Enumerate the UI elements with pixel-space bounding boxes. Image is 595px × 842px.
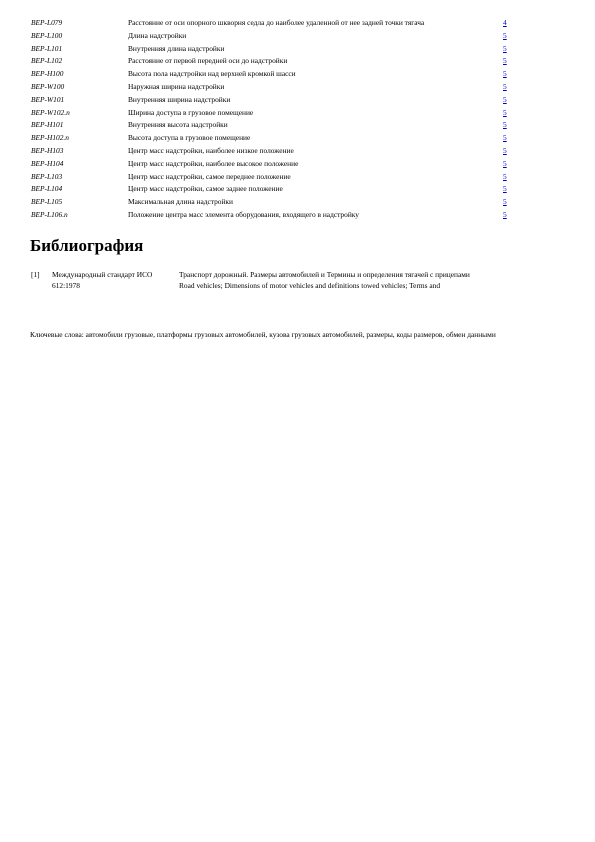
index-row xyxy=(31,55,521,68)
index-code: BEP-L100 xyxy=(31,30,63,40)
index-code: BEP-H101 xyxy=(31,120,64,130)
index-description: Внутренняя высота надстройки xyxy=(128,120,228,130)
index-description: Расстояние от первой передней оси до надстройки xyxy=(128,56,288,66)
dimension-code-index xyxy=(31,17,521,222)
index-description: Ширина доступа в грузовое помещение xyxy=(128,107,254,117)
index-page-link[interactable]: 5 xyxy=(503,30,507,40)
index-code: BEP-L103 xyxy=(31,171,63,181)
index-page-link[interactable]: 5 xyxy=(503,69,507,79)
index-row xyxy=(31,81,521,94)
index-row xyxy=(31,196,521,209)
index-row xyxy=(31,68,521,81)
index-page-link[interactable]: 5 xyxy=(503,158,507,168)
index-page-link[interactable]: 5 xyxy=(503,107,507,117)
index-code: BEP-H100 xyxy=(31,69,64,79)
index-row xyxy=(31,158,521,171)
index-page-link[interactable]: 5 xyxy=(503,120,507,130)
index-code: BEP-W102.n xyxy=(31,107,70,117)
index-page-link[interactable]: 5 xyxy=(503,184,507,194)
index-page-link[interactable]: 5 xyxy=(503,94,507,104)
bibliography-number: [1] xyxy=(31,270,40,279)
index-row xyxy=(31,209,521,222)
bibliography-title-russian: Транспорт дорожный. Размеры автомобилей и Термины и определения тягачей с прицепами xyxy=(179,270,470,279)
keywords-text: Ключевые слова: автомобили грузовые, платформы грузовых автомобилей, кузова грузовых автомобилей, размеры, коды размеров, обмен данными xyxy=(30,330,496,339)
index-page-link[interactable]: 5 xyxy=(503,197,507,207)
index-description: Центр масс надстройки, наиболее высокое положение xyxy=(128,158,299,168)
index-code: BEP-L079 xyxy=(31,18,63,27)
index-description: Максимальная длина надстройки xyxy=(128,197,233,207)
index-page-link[interactable]: 5 xyxy=(503,171,507,181)
index-code: BEP-L106.n xyxy=(31,209,68,219)
index-description: Центр масс надстройки, самое переднее положение xyxy=(128,171,291,181)
index-row xyxy=(31,183,521,196)
index-page-link[interactable]: 5 xyxy=(503,209,507,219)
index-page-link[interactable]: 5 xyxy=(503,145,507,155)
index-description: Центр масс надстройки, самое заднее положение xyxy=(128,184,283,194)
index-row xyxy=(31,107,521,120)
index-page-link[interactable]: 5 xyxy=(503,81,507,91)
index-code: BEP-W100 xyxy=(31,81,65,91)
index-description: Длина надстройки xyxy=(128,30,187,40)
index-description: Наружная ширина надстройки xyxy=(128,81,225,91)
bibliography-standard: Международный стандарт ИСО 612:1978 xyxy=(52,270,153,290)
index-code: BEP-H104 xyxy=(31,158,64,168)
index-row xyxy=(31,119,521,132)
index-description: Расстояние от оси опорного шкворня седла до наиболее удаленной от нее задней точки тягача xyxy=(128,18,425,27)
index-code: BEP-H102.n xyxy=(31,133,69,143)
bibliography-title-english: Road vehicles; Dimensions of motor vehicles and definitions towed vehicles; Terms and xyxy=(179,281,441,290)
index-code: BEP-L101 xyxy=(31,43,63,53)
index-description: Внутренняя длина надстройки xyxy=(128,43,225,53)
keywords-block xyxy=(30,329,555,340)
index-row xyxy=(31,132,521,145)
index-row xyxy=(31,30,521,43)
index-row xyxy=(31,145,521,158)
index-code: BEP-H103 xyxy=(31,145,64,155)
index-code: BEP-L104 xyxy=(31,184,63,194)
index-row xyxy=(31,94,521,107)
index-code: BEP-L105 xyxy=(31,197,63,207)
index-page-link[interactable]: 5 xyxy=(503,56,507,66)
index-description: Высота пола надстройки над верхней кромкой шасси xyxy=(128,69,296,79)
index-row xyxy=(31,17,521,30)
index-code: BEP-L102 xyxy=(31,56,63,66)
index-code: BEP-W101 xyxy=(31,94,65,104)
bibliography-entry xyxy=(31,269,551,293)
bibliography-heading: Библиография xyxy=(30,236,144,255)
index-row xyxy=(31,171,521,184)
index-page-link[interactable]: 5 xyxy=(503,133,507,143)
index-page-link[interactable]: 4 xyxy=(503,18,507,27)
index-description: Центр масс надстройки, наиболее низкое положение xyxy=(128,145,294,155)
index-description: Внутренняя ширина надстройки xyxy=(128,94,231,104)
index-description: Положение центра масс элемента оборудования, входящего в надстройку xyxy=(128,209,359,219)
index-row xyxy=(31,43,521,56)
index-page-link[interactable]: 5 xyxy=(503,43,507,53)
index-description: Высота доступа в грузовое помещение xyxy=(128,133,251,143)
